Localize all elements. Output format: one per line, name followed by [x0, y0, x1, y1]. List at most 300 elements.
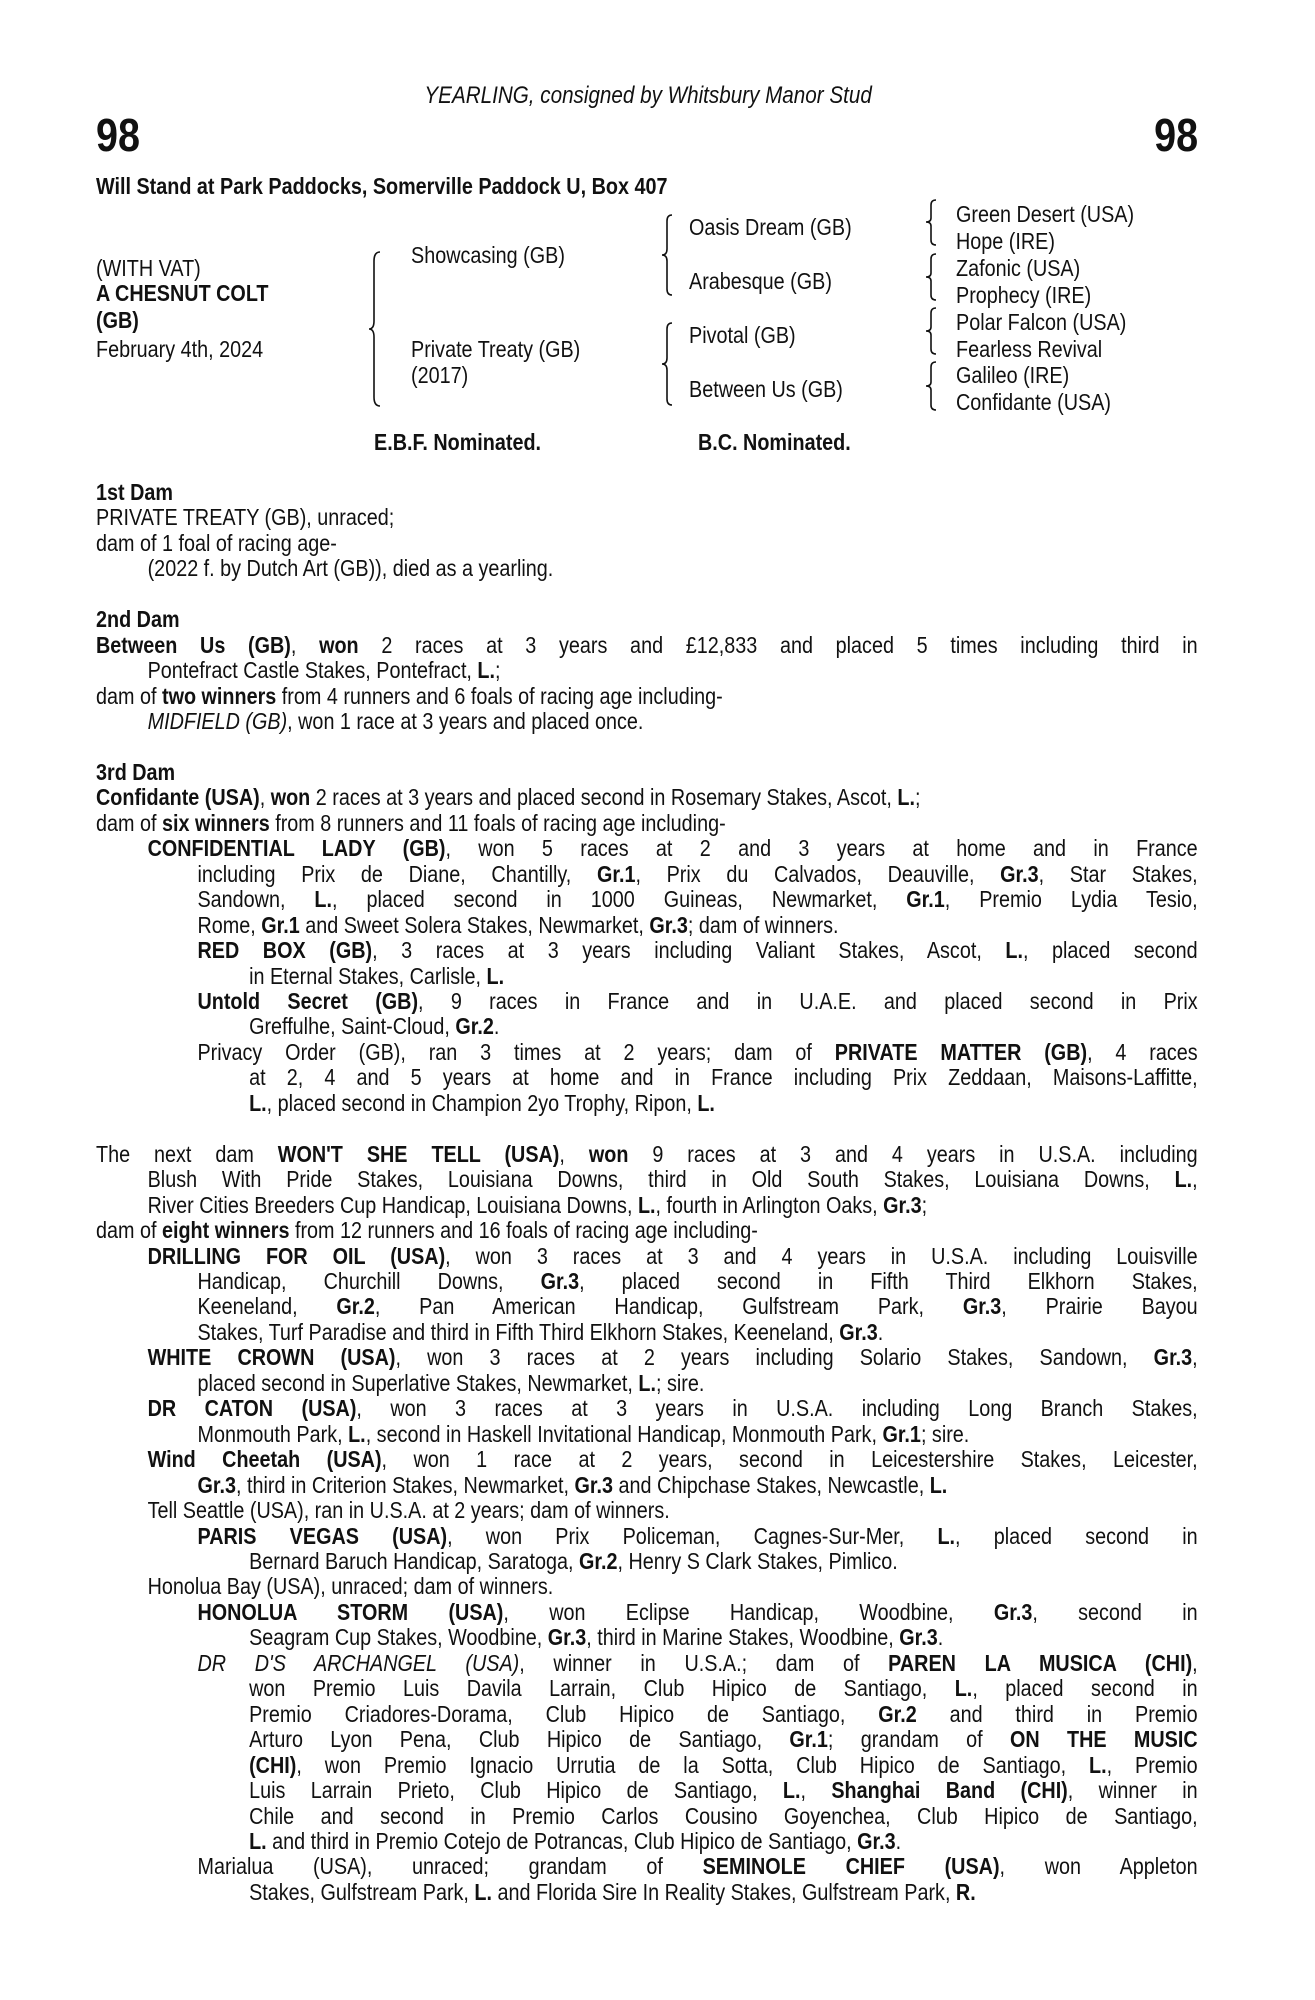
bold-text: L.	[637, 1191, 656, 1218]
bold-text: Gr.3	[574, 1471, 614, 1498]
text: ,	[259, 784, 271, 811]
text: ,	[1192, 1344, 1198, 1371]
text-line	[197, 862, 1197, 887]
text: , Henry S Clark Stakes, Pimlico.	[617, 1547, 898, 1574]
text: , third in Marine Stakes, Woodbine,	[586, 1624, 900, 1651]
text-line	[96, 505, 1198, 530]
text: , Premio	[1106, 1751, 1198, 1778]
bold-text: WON'T SHE TELL (USA)	[277, 1140, 560, 1167]
pedigree-paragraph	[96, 1854, 1198, 1905]
text: (2022 f. by Dutch Art (GB)), died as a yearling.	[147, 555, 554, 582]
text: , won 1 race at 3 years and placed once.	[287, 708, 644, 735]
bold-text: SEMINOLE CHIEF (USA)	[702, 1853, 1000, 1880]
horse-country-text: (GB)	[96, 307, 139, 333]
text: from 4 runners and 6 foals of racing age including-	[276, 682, 723, 709]
text-line	[249, 1625, 1198, 1650]
text-line	[249, 1549, 1198, 1574]
lot-number-text: 98	[96, 109, 141, 161]
bold-text: six winners	[161, 809, 270, 836]
text-line	[148, 836, 1198, 861]
text: 2 races at 3 years and £12,833 and placed 5 times including third in	[358, 631, 1198, 658]
text: , third in Criterion Stakes, Newmarket,	[235, 1471, 575, 1498]
nomination-text: B.C. Nominated.	[698, 429, 851, 455]
text-line	[249, 1804, 1198, 1829]
bold-text: Gr.3	[993, 1598, 1033, 1625]
text: , placed second in 1000 Guineas, Newmarket,	[332, 886, 907, 913]
bold-text: L.	[954, 1675, 973, 1702]
text: , placed second in	[972, 1675, 1198, 1702]
section-heading: 2nd Dam	[96, 606, 180, 633]
text: Stakes, Turf Paradise and third in Fifth Third Elkhorn Stakes, Keeneland,	[197, 1318, 840, 1345]
bold-text: L.	[1089, 1751, 1107, 1778]
bold-text: Gr.1	[789, 1726, 828, 1753]
pedigree-great-grandparent	[956, 227, 1071, 255]
text: The next dam	[96, 1140, 278, 1167]
text-line	[148, 1574, 1198, 1599]
text-line	[148, 1345, 1198, 1370]
pedigree-paragraph	[96, 1600, 1198, 1651]
text: , won Premio Ignacio Urrutia de la Sotta, Club Hipico de Santiago,	[296, 1751, 1090, 1778]
text: and third in Premio	[916, 1700, 1198, 1727]
pedigree-brace-sire	[661, 214, 673, 296]
text: ,	[800, 1777, 832, 1804]
foaling-date-text: February 4th, 2024	[96, 336, 264, 362]
pedigree-grandparent	[689, 321, 813, 349]
text: and Sweet Solera Stakes, Newmarket,	[299, 911, 650, 938]
bold-text: L.	[937, 1522, 956, 1549]
text-line	[249, 1676, 1198, 1701]
text-line	[96, 785, 1198, 810]
text: ;	[914, 784, 921, 811]
pedigree-paragraph	[96, 684, 1198, 709]
pedigree-paragraph	[96, 1524, 1198, 1575]
text: Luis Larrain Prieto, Club Hipico de Santiago,	[249, 1777, 783, 1804]
stabling-location	[96, 172, 760, 200]
text-line	[96, 684, 1198, 709]
bold-text: Gr.3	[540, 1268, 580, 1294]
pedigree-paragraph	[96, 1345, 1198, 1396]
text-line	[197, 1473, 1197, 1498]
pedigree-great-grandparent	[956, 281, 1113, 309]
text: Chile and second in Premio Carlos Cousino Goyenchea, Club Hipico de Santiago,	[249, 1802, 1198, 1829]
text-line	[249, 1014, 1198, 1039]
bold-text: L.	[348, 1420, 366, 1447]
text: ; sire.	[655, 1369, 705, 1396]
text-line	[96, 633, 1198, 658]
text: Marialua (USA), unraced; grandam of	[197, 1853, 703, 1880]
vat-status	[96, 254, 218, 282]
pedigree-great-grandparent	[956, 308, 1154, 336]
text: dam of	[96, 809, 162, 836]
text-line	[197, 913, 1197, 938]
text-line	[148, 1193, 1198, 1218]
text: Greffulhe, Saint-Cloud,	[249, 1013, 456, 1040]
text: Premio Criadores-Dorama, Club Hipico de Santiago,	[249, 1700, 879, 1727]
pedigree-paragraph	[96, 938, 1198, 989]
text: Pontefract Castle Stakes, Pontefract,	[147, 657, 478, 684]
bold-text: Gr.3	[839, 1318, 878, 1345]
text-line	[249, 964, 1198, 989]
text: .	[937, 1624, 944, 1651]
pedigree-paragraph	[96, 1040, 1198, 1116]
text-line	[148, 709, 1198, 734]
bold-text: L.	[1174, 1166, 1193, 1193]
bc-nomination	[698, 428, 876, 456]
text-line	[197, 887, 1197, 912]
ebf-nomination	[374, 428, 568, 456]
pedigree-great-grandparent	[956, 254, 1100, 282]
nomination-text: E.B.F. Nominated.	[374, 429, 542, 455]
text: , won Appleton	[999, 1853, 1198, 1880]
bold-text: L.	[249, 1089, 267, 1116]
sire-name: Showcasing (GB)	[411, 242, 565, 268]
great-grandparent-name: Galileo (IRE)	[956, 362, 1070, 388]
pedigree-great-grandparent	[956, 388, 1136, 416]
text-line	[249, 1702, 1198, 1727]
bold-text: ON THE MUSIC	[1010, 1726, 1198, 1753]
bold-text: won	[319, 631, 359, 658]
text: in Eternal Stakes, Carlisle,	[249, 962, 487, 989]
pedigree-paragraph	[96, 1244, 1198, 1346]
text: , Star Stakes,	[1038, 860, 1198, 887]
text: ;	[495, 657, 501, 684]
pedigree-paragraph	[96, 989, 1198, 1040]
pedigree-paragraph	[96, 1447, 1198, 1498]
text: dam of	[96, 1217, 162, 1244]
text-line	[197, 938, 1197, 963]
text: Sandown,	[197, 886, 315, 913]
text: .	[877, 1318, 884, 1345]
text: Handicap, Churchill Downs,	[197, 1268, 541, 1294]
text: ;	[921, 1191, 928, 1218]
text-line	[148, 1167, 1198, 1192]
bold-text: CONFIDENTIAL LADY (GB)	[147, 835, 446, 862]
bold-text: eight winners	[161, 1217, 290, 1244]
text: , placed second in	[955, 1522, 1198, 1549]
bold-text: WHITE CROWN (USA)	[147, 1344, 396, 1371]
pedigree-grandparent	[689, 375, 868, 403]
text: , 9 races in France and in U.A.E. and placed second in Prix	[418, 988, 1198, 1015]
pedigree-paragraph	[96, 1574, 1198, 1599]
text: and Florida Sire In Reality Stakes, Gulfstream Park,	[492, 1878, 956, 1905]
dam-section	[96, 1142, 1198, 1906]
text: and third in Premio Cotejo de Potrancas, Club Hipico de Santiago,	[266, 1827, 858, 1854]
text-line	[197, 1524, 1197, 1549]
text: , won 3 races at 3 years in U.S.A. including Long Branch Stakes,	[356, 1395, 1198, 1422]
pedigree-paragraph	[96, 556, 1198, 581]
text-line	[249, 1880, 1198, 1905]
grandparent-name: Arabesque (GB)	[689, 268, 832, 294]
great-grandparent-name: Polar Falcon (USA)	[956, 309, 1127, 335]
text: dam of	[96, 682, 162, 709]
text-line	[197, 1040, 1197, 1065]
pedigree-paragraph	[96, 633, 1198, 684]
bold-text: Shanghai Band (CHI)	[831, 1777, 1068, 1804]
catalogue-pedigree-notes	[96, 480, 1198, 1931]
horse-description	[96, 279, 297, 307]
text-line	[148, 658, 1198, 683]
pedigree-paragraph	[96, 505, 1198, 530]
bold-text: Gr.3	[1153, 1344, 1193, 1371]
great-grandparent-name: Confidante (USA)	[956, 389, 1112, 415]
text: ,	[1192, 1649, 1198, 1676]
text: Seagram Cup Stakes, Woodbine,	[249, 1624, 548, 1651]
text: , winner in U.S.A.; dam of	[519, 1649, 889, 1676]
bold-text: Gr.2	[336, 1293, 375, 1320]
text-line	[197, 1422, 1197, 1447]
text: River Cities Breeders Cup Handicap, Louisiana Downs,	[147, 1191, 638, 1218]
bold-text: (CHI)	[249, 1751, 297, 1778]
text: from 8 runners and 11 foals of racing age including-	[269, 809, 726, 836]
text-line	[249, 1065, 1198, 1090]
text-line	[197, 1371, 1197, 1396]
pedigree-brace-gg1	[925, 199, 937, 246]
pedigree-paragraph	[96, 1142, 1198, 1218]
text-line	[96, 1142, 1198, 1167]
text-line	[197, 1294, 1197, 1319]
pedigree-sire	[411, 241, 590, 269]
text-line	[249, 1829, 1198, 1854]
bold-text: L.	[314, 886, 333, 913]
bold-text: L.	[1005, 937, 1023, 964]
text: , won 3 races at 3 and 4 years in U.S.A. including Louisville	[445, 1242, 1198, 1269]
bold-text: PAREN LA MUSICA (CHI)	[888, 1649, 1193, 1676]
text: ,	[1192, 1166, 1198, 1193]
text: , Premio Lydia Tesio,	[944, 886, 1198, 913]
bold-text: Gr.1	[906, 886, 945, 913]
text: .	[493, 1013, 500, 1040]
text: PRIVATE TREATY (GB), unraced;	[96, 504, 395, 531]
dam-section	[96, 480, 1198, 582]
bold-text: Gr.1	[261, 911, 300, 938]
text: , Pan American Handicap, Gulfstream Park,	[374, 1293, 963, 1320]
text: 2 races at 3 years and placed second in Rosemary Stakes, Ascot,	[310, 784, 898, 811]
pedigree-grandparent	[689, 213, 878, 241]
text: Arturo Lyon Pena, Club Hipico de Santiago,	[249, 1726, 790, 1753]
bold-text: R.	[955, 1878, 976, 1905]
pedigree-great-grandparent	[956, 335, 1126, 363]
pedigree-brace-gg2	[925, 253, 937, 301]
text: ; sire.	[920, 1420, 970, 1447]
text-line	[96, 811, 1198, 836]
bold-text: PARIS VEGAS (USA)	[197, 1522, 448, 1549]
dam-name: Private Treaty (GB)	[411, 336, 581, 362]
great-grandparent-name: Hope (IRE)	[956, 228, 1055, 254]
bold-text: L.	[249, 1827, 267, 1854]
bold-text: DRILLING FOR OIL (USA)	[147, 1242, 446, 1269]
great-grandparent-name: Zafonic (USA)	[956, 255, 1081, 281]
text: , fourth in Arlington Oaks,	[655, 1191, 884, 1218]
bold-text: Gr.2	[578, 1547, 618, 1574]
text: Honolua Bay (USA), unraced; dam of winners.	[147, 1573, 554, 1600]
text: , won Eclipse Handicap, Woodbine,	[503, 1598, 994, 1625]
italic-text: MIDFIELD (GB)	[147, 708, 288, 735]
text: Tell Seattle (USA), ran in U.S.A. at 2 years; dam of winners.	[147, 1497, 670, 1524]
great-grandparent-name: Fearless Revival	[956, 336, 1103, 362]
text: from 12 runners and 16 foals of racing age including-	[289, 1217, 758, 1244]
bold-text: Wind Cheetah (USA)	[147, 1446, 382, 1473]
text: Bernard Baruch Handicap, Saratoga,	[249, 1547, 579, 1574]
text-line	[148, 1244, 1198, 1269]
text-line	[148, 556, 1198, 581]
pedigree-paragraph	[96, 836, 1198, 938]
bold-text: L.	[486, 962, 505, 989]
text: ; dam of winners.	[687, 911, 839, 938]
text: Blush With Pride Stakes, Louisiana Downs, third in Old South Stakes, Louisiana Downs,	[147, 1166, 1175, 1193]
text: dam of 1 foal of racing age-	[96, 529, 337, 556]
bold-text: L.	[638, 1369, 656, 1396]
bold-text: Gr.2	[878, 1700, 917, 1727]
bold-text: Gr.3	[857, 1827, 896, 1854]
text: , Prix du Calvados, Deauville,	[635, 860, 1001, 887]
text-line	[96, 1218, 1198, 1243]
text: Privacy Order (GB), ran 3 times at 2 years; dam of	[197, 1038, 835, 1065]
pedigree-great-grandparent	[956, 200, 1163, 228]
text: , Prairie Bayou	[1001, 1293, 1198, 1320]
text: , won 5 races at 2 and 3 years at home and in France	[445, 835, 1198, 862]
foaling-date	[96, 335, 290, 363]
bold-text: Gr.1	[882, 1420, 921, 1447]
bold-text: Gr.3	[883, 1191, 922, 1218]
text-line	[148, 1447, 1198, 1472]
lot-number-right	[1147, 110, 1198, 160]
great-grandparent-name: Green Desert (USA)	[956, 201, 1135, 227]
grandparent-name: Between Us (GB)	[689, 376, 843, 402]
bold-text: L.	[897, 784, 915, 811]
text: , placed second	[1022, 937, 1198, 964]
pedigree-paragraph	[96, 709, 1198, 734]
dam-section	[96, 607, 1198, 734]
text-line	[249, 1727, 1198, 1752]
text: .	[895, 1827, 902, 1854]
pedigree-brace-dam	[661, 322, 673, 406]
dam-year: (2017)	[411, 362, 469, 388]
text-line	[197, 1600, 1197, 1625]
stabling-text: Will Stand at Park Paddocks, Somerville Paddock U, Box 407	[96, 173, 668, 199]
pedigree-paragraph	[96, 1651, 1198, 1855]
section-heading: 1st Dam	[96, 479, 173, 505]
text: , won 3 races at 2 years including Solario Stakes, Sandown,	[395, 1344, 1154, 1371]
lot-number-text: 98	[1153, 109, 1198, 161]
text-line	[249, 1091, 1198, 1116]
bold-text: L.	[477, 657, 496, 684]
pedigree-dam-year	[411, 361, 477, 389]
text: at 2, 4 and 5 years at home and in France including Prix Zeddaan, Maisons-Laffitte,	[249, 1064, 1198, 1091]
bold-text: two winners	[161, 682, 277, 709]
pedigree-grandparent	[689, 267, 855, 295]
text-line	[249, 1753, 1198, 1778]
text-line	[197, 1651, 1197, 1676]
text-line	[148, 1498, 1198, 1523]
bold-text: Gr.3	[649, 911, 688, 938]
bold-text: won	[270, 784, 311, 811]
bold-text: Gr.3	[899, 1624, 938, 1651]
text-line	[249, 1778, 1198, 1803]
text-line	[148, 1396, 1198, 1421]
bold-text: Between Us (GB)	[96, 631, 291, 658]
bold-text: Untold Secret (GB)	[197, 988, 419, 1015]
text-line	[197, 1854, 1197, 1879]
text-line	[197, 989, 1197, 1014]
text: , winner in	[1067, 1777, 1198, 1804]
section-heading: 3rd Dam	[96, 758, 176, 785]
bold-text: L.	[782, 1777, 801, 1804]
text: ; grandam of	[827, 1726, 1011, 1753]
pedigree-brace-gg3	[925, 307, 937, 355]
text: , won 1 race at 2 years, second in Leicestershire Stakes, Leicester,	[381, 1446, 1198, 1473]
bold-text: RED BOX (GB)	[197, 937, 373, 964]
text: 9 races at 3 and 4 years in U.S.A. including	[628, 1140, 1198, 1167]
pedigree-paragraph	[96, 1396, 1198, 1447]
text: placed second in Superlative Stakes, Newmarket,	[197, 1369, 639, 1396]
pedigree-paragraph	[96, 1218, 1198, 1243]
great-grandparent-name: Prophecy (IRE)	[956, 282, 1092, 308]
text: Monmouth Park,	[197, 1420, 349, 1447]
pedigree-paragraph	[96, 785, 1198, 810]
dam-section	[96, 760, 1198, 1116]
bold-text: Gr.2	[455, 1013, 494, 1040]
text: , 4 races	[1087, 1038, 1198, 1065]
horse-description-text: A CHESNUT COLT	[96, 280, 269, 306]
text-line	[197, 1269, 1197, 1294]
lot-number-left	[96, 110, 147, 160]
text: , second in	[1032, 1598, 1198, 1625]
grandparent-name: Oasis Dream (GB)	[689, 214, 852, 240]
pedigree-great-grandparent	[956, 361, 1088, 389]
bold-text: Gr.1	[596, 860, 636, 887]
bold-text: won	[588, 1140, 629, 1167]
bold-text: Gr.3	[1000, 860, 1039, 887]
italic-text: DR D'S ARCHANGEL (USA)	[197, 1649, 520, 1676]
text: including Prix de Diane, Chantilly,	[197, 860, 597, 887]
pedigree-paragraph	[96, 811, 1198, 836]
text-line	[96, 531, 1198, 556]
text: Rome,	[197, 911, 262, 938]
pedigree-paragraph	[96, 531, 1198, 556]
grandparent-name: Pivotal (GB)	[689, 322, 796, 348]
horse-country	[96, 306, 146, 334]
text: , 3 races at 3 years including Valiant Stakes, Ascot,	[372, 937, 1006, 964]
text-line	[197, 1320, 1197, 1345]
vat-text: (WITH VAT)	[96, 255, 201, 281]
bold-text: L.	[697, 1089, 715, 1116]
text: ,	[290, 631, 320, 658]
text: Keeneland,	[197, 1293, 337, 1320]
bold-text: DR CATON (USA)	[147, 1395, 357, 1422]
bold-text: Gr.3	[962, 1293, 1002, 1320]
consignor-text: YEARLING, consigned by Whitsbury Manor Stud	[424, 82, 872, 109]
pedigree-dam	[411, 335, 608, 363]
bold-text: HONOLUA STORM (USA)	[197, 1598, 504, 1625]
bold-text: L.	[474, 1878, 493, 1905]
text: won Premio Luis Davila Larrain, Club Hipico de Santiago,	[249, 1675, 955, 1702]
text: , second in Haskell Invitational Handicap, Monmouth Park,	[365, 1420, 883, 1447]
bold-text: Gr.3	[197, 1471, 236, 1498]
bold-text: PRIVATE MATTER (GB)	[834, 1038, 1088, 1065]
text: , placed second in Champion 2yo Trophy, Ripon,	[266, 1089, 698, 1116]
text: ,	[559, 1140, 589, 1167]
pedigree-paragraph	[96, 1498, 1198, 1523]
text: Stakes, Gulfstream Park,	[249, 1878, 475, 1905]
text: and Chipchase Stakes, Newcastle,	[613, 1471, 930, 1498]
text: , placed second in Fifth Third Elkhorn Stakes,	[579, 1268, 1198, 1294]
bold-text: Gr.3	[547, 1624, 587, 1651]
text: , won Prix Policeman, Cagnes-Sur-Mer,	[447, 1522, 938, 1549]
bold-text: L.	[929, 1471, 948, 1498]
pedigree-brace-gg4	[925, 361, 937, 411]
pedigree-brace-main	[368, 251, 382, 407]
consignor-line	[0, 82, 1296, 110]
